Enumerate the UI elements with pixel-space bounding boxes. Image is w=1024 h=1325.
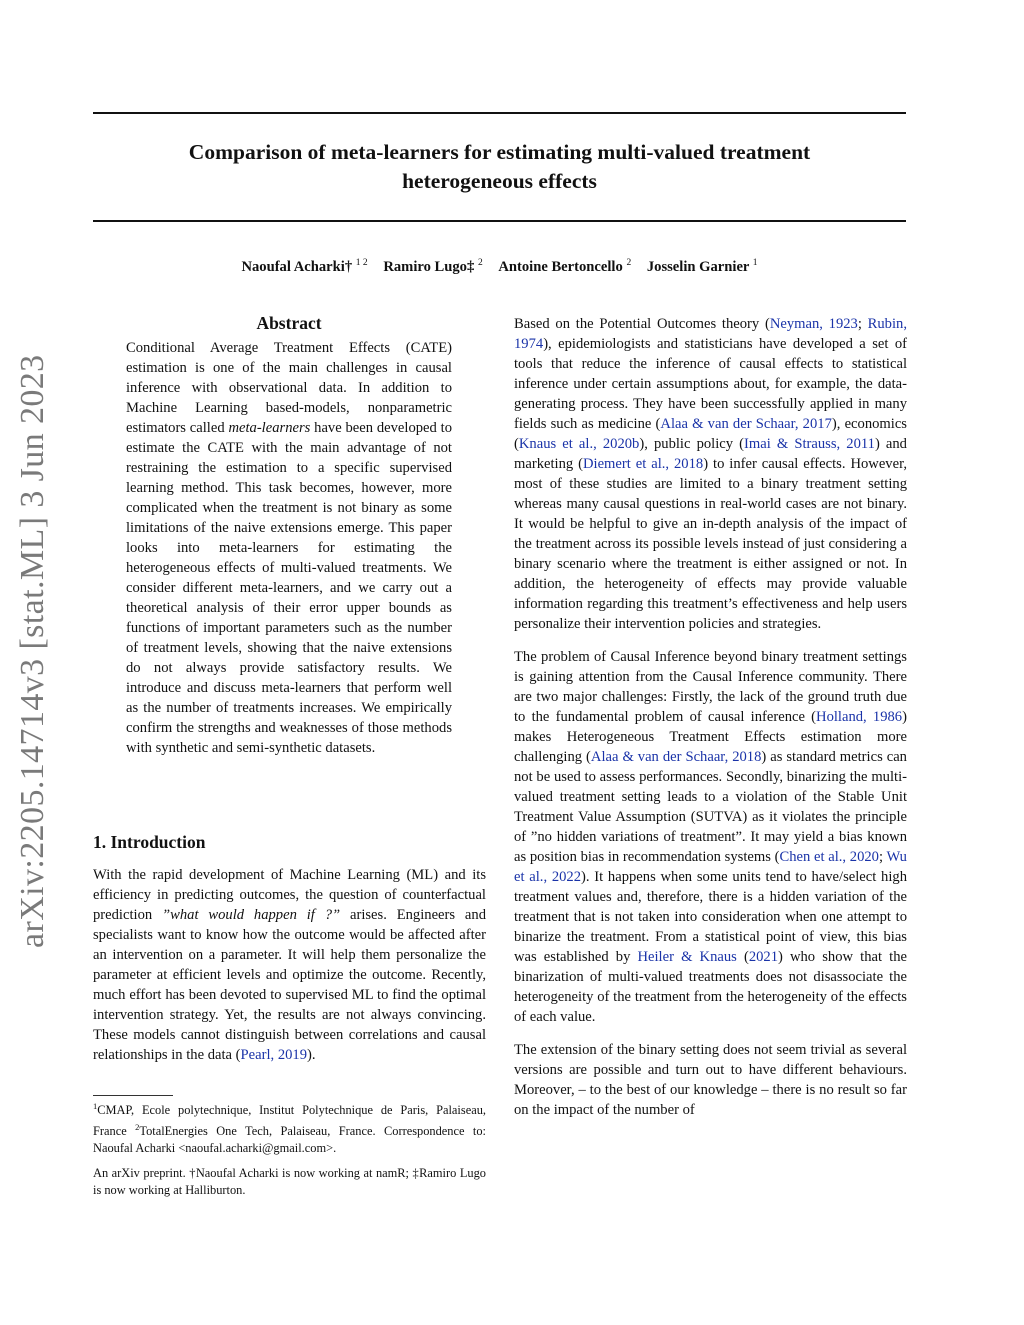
title-line-1: Comparison of meta-learners for estimating multi-valued treatment xyxy=(188,140,811,164)
citation-link[interactable]: Knaus et al., 2020b xyxy=(518,436,640,452)
title-rule-bottom xyxy=(93,220,906,222)
abstract-heading: Abstract xyxy=(256,313,322,333)
right-paragraph-3: The extension of the binary setting does not seem trivial as several versions are possible and turn out to have different behaviours. Moreover, – to the best of our knowledge – there is no result so far on the impact of the number of xyxy=(514,1042,907,1118)
intro-paragraph-1: With the rapid development of Machine Learning (ML) and its efficiency in predicting outcomes, the question of counterfactual prediction ”what would happen if ?” arises. Engineers and specialists want to know how the outcome would be affected after an intervention on a parameter. It will help them personalize the parameter at efficient levels and optimize the outcome. Recently, much effort has been devoted to supervised ML to find the optimal intervention strategy. Yet, the results are not always convincing. These models cannot distinguish between correlations and causal relationships in the data (Pearl, 2019). xyxy=(93,867,486,1063)
citation-link[interactable]: Holland, 1986 xyxy=(816,709,903,725)
author-1: Naoufal Acharki† $^{1 2}$ xyxy=(241,258,368,275)
citation-link[interactable]: Neyman, 1923 xyxy=(769,316,858,332)
citation-link[interactable]: Heiler & Knaus xyxy=(637,949,737,965)
right-paragraph-2: The problem of Causal Inference beyond binary treatment settings is gaining attention from the Causal Inference community. There are two major challenges: Firstly, the lack of the ground truth due to the fundamental problem of causal inference (Holland, 1986) makes Heterogeneous Treatment Effects estimation more challenging (Alaa & van der Schaar, 2018) as standard metrics can not be used to assess performances. Secondly, binarizing the multi-valued treatment setting leads to a violation of the Stable Unit Treatment Value Assumption (SUTVA) as it violates the principle of ”no hidden variations of treatment”. It may yield a bias known as position bias in recommendation systems (Chen et al., 2020; Wu et al., 2022). It happens when some units tend to have/select high treatment values and, therefore, there is a hidden variation of the treatment that is not taken into consideration when one attempt to binarize the treatment. From a statistical point of view, this bias was established by Heiler & Knaus (2021) who show that the binarization of multi-valued treatments does not disassociate the heterogeneity of the treatment from the heterogeneity of the effects of each value. xyxy=(514,649,907,1025)
preprint-note: An arXiv preprint. †Naoufal Acharki is now working at namR; ‡Ramiro Lugo is now working at Halliburton. xyxy=(93,1166,486,1197)
citation-link[interactable]: Alaa & van der Schaar, 2018 xyxy=(590,749,762,765)
citation-link[interactable]: 2021 xyxy=(748,949,778,965)
arxiv-identifier: arXiv:2205.14714v3 [stat.ML] 3 Jun 2023 xyxy=(14,354,51,948)
footnote-rule xyxy=(93,1095,173,1096)
citation-link[interactable]: Rubin, 1974 xyxy=(514,316,907,352)
author-list xyxy=(93,258,906,276)
citation-link[interactable]: Diemert et al., 2018 xyxy=(582,456,704,472)
citation-link[interactable]: Pearl, 2019 xyxy=(240,1047,308,1063)
section-heading-introduction: 1. Introduction xyxy=(93,832,206,852)
citation-link[interactable]: Wu et al., 2022 xyxy=(514,849,907,885)
paper-title xyxy=(93,138,906,196)
author-3: Antoine Bertoncello $^2$ xyxy=(498,258,632,275)
author-2: Ramiro Lugo‡ $^2$ xyxy=(383,258,483,275)
title-line-2: heterogeneous effects xyxy=(402,169,597,193)
citation-link[interactable]: Alaa & van der Schaar, 2017 xyxy=(660,416,832,432)
citation-link[interactable]: Imai & Strauss, 2011 xyxy=(744,436,875,452)
citation-link[interactable]: Chen et al., 2020 xyxy=(779,849,879,865)
abstract-body: Conditional Average Treatment Effects (CATE) estimation is one of the main challenges in causal inference with observational data. In addition to Machine Learning based-models, nonparametric estimators called meta-learners have been developed to estimate the CATE with the main advantage of not restraining the estimation to a specific supervised learning method. This task becomes, however, more complicated when the treatment is not binary as some limitations of the naive extensions emerge. This paper looks into meta-learners for estimating the heterogeneous effects of multi-valued treatments. We consider different meta-learners, and we carry out a theoretical analysis of their error upper bounds as functions of important parameters such as the number of treatment levels, showing that the naive extensions do not always provide satisfactory results. We introduce and discuss meta-learners that perform well as the number of treatments increases. We empirically confirm the strengths and weaknesses of those methods with synthetic and semi-synthetic datasets. xyxy=(126,340,452,756)
right-paragraph-1: Based on the Potential Outcomes theory (Neyman, 1923; Rubin, 1974), epidemiologists and statisticians have developed a set of tools that reduce the inference of causal effects to statistical inference under certain assumptions about, for example, the data-generating process. They have been successfully applied in many fields such as medicine (Alaa & van der Schaar, 2017), economics (Knaus et al., 2020b), public policy (Imai & Strauss, 2011) and marketing (Diemert et al., 2018) to infer causal effects. However, most of these studies are limited to a binary treatment setting whereas many causal questions in real-world cases are not binary. It would be helpful to give an in-depth analysis of the impact of the treatment across its possible levels instead of just considering a binary scenario where the treatment is either assigned or not. In addition, the heterogeneity of effects may provide valuable information regarding this treatment’s effectiveness and help users personalize their intervention policies and strategies. xyxy=(514,316,907,632)
right-column xyxy=(514,314,907,1133)
title-rule-top xyxy=(93,112,906,114)
author-4: Josselin Garnier $^1$ xyxy=(646,258,758,275)
affiliation-footnote: $^1$CMAP, Ecole polytechnique, Institut Polytechnique de Paris, Palaiseau, France $^2$TotalEnergies One Tech, Palaiseau, France. Correspondence to: Naoufal Acharki <naoufal.acharki@gmail.com>. xyxy=(93,1101,487,1156)
